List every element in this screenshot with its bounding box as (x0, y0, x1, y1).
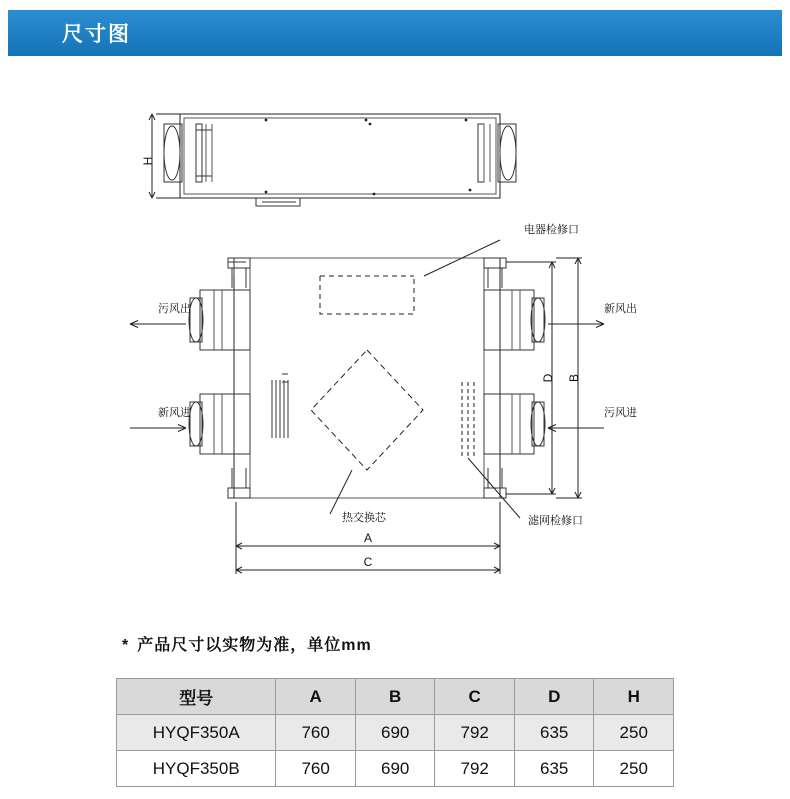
label-exhaust-in: 污风进 (604, 407, 637, 419)
th-c: C (435, 679, 515, 715)
dimension-label-h: H (141, 156, 155, 166)
spec-table-head (117, 679, 674, 715)
dimension-label-a: A (363, 531, 373, 545)
spec-table (116, 678, 674, 787)
cell-c: 792 (435, 715, 515, 751)
th-d: D (514, 679, 594, 715)
label-heat-exchanger-core: 热交换芯 (342, 512, 386, 524)
cell-h: 250 (594, 751, 674, 787)
th-b: B (355, 679, 435, 715)
size-note (122, 632, 372, 655)
th-h: H (594, 679, 674, 715)
label-fresh-out: 新风出 (604, 303, 637, 315)
cell-d: 635 (514, 715, 594, 751)
table-header-row (117, 679, 674, 715)
note-text: 产品尺寸以实物为准，单位mm (137, 637, 372, 654)
cell-b: 690 (355, 715, 435, 751)
dimension-label-d: D (541, 373, 555, 383)
cell-model: HYQF350B (117, 751, 276, 787)
label-exhaust-out: 污风出 (158, 303, 191, 315)
cell-d: 635 (514, 751, 594, 787)
section-header-bar (8, 10, 782, 56)
th-a: A (276, 679, 356, 715)
label-electric-access: 电器检修口 (524, 224, 579, 236)
note-star: * (122, 637, 130, 654)
cell-h: 250 (594, 715, 674, 751)
label-fresh-in: 新风进 (158, 407, 191, 419)
cell-b: 690 (355, 751, 435, 787)
dimension-label-c: C (363, 555, 373, 569)
page-title: 尺寸图 (62, 23, 131, 46)
table-row (117, 751, 674, 787)
dimension-label-b: B (567, 373, 581, 383)
dimension-drawing (0, 62, 790, 622)
cell-a: 760 (276, 751, 356, 787)
table-row (117, 715, 674, 751)
th-model: 型号 (117, 679, 276, 715)
cell-c: 792 (435, 751, 515, 787)
spec-table-body (117, 715, 674, 787)
cell-a: 760 (276, 715, 356, 751)
cell-model: HYQF350A (117, 715, 276, 751)
label-filter-access: 滤网检修口 (528, 515, 583, 527)
